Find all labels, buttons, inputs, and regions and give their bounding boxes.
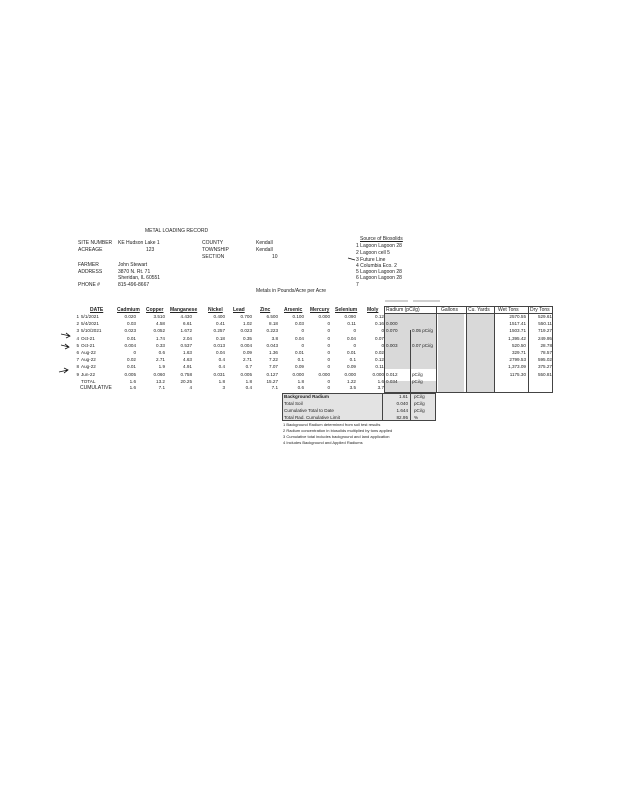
- row-value: 0: [327, 321, 330, 327]
- row-value: 3.8: [271, 335, 278, 341]
- section-value: 10: [272, 254, 278, 260]
- row-number: 6: [76, 350, 79, 355]
- col-header-wettons: Wet Tons: [498, 307, 519, 313]
- cumulative-value: 3.5: [349, 385, 356, 390]
- row-value: 0.35: [243, 335, 252, 341]
- row-value: 13.2: [156, 378, 165, 384]
- acreage-label: ACREAGE: [78, 247, 103, 253]
- row-value: 0.04: [347, 335, 356, 341]
- row-value: 0.1: [349, 357, 356, 363]
- row-value: 8.18: [269, 321, 278, 327]
- source-item: 2 Lagoon cell 5: [356, 250, 390, 256]
- row-value: 1.6: [129, 378, 136, 384]
- row-wet-tons: 1,373.09: [508, 364, 526, 370]
- row-date: 5/10/2021: [81, 328, 102, 334]
- row-value: 4.63: [183, 357, 192, 363]
- row-wet-tons: 1175.30: [509, 371, 526, 377]
- handwritten-arrow-mark: [61, 333, 70, 338]
- row-radium: 0.034: [386, 378, 398, 384]
- summary-units: pCi/g: [414, 401, 425, 406]
- row-value: 1.22: [347, 378, 356, 384]
- row-value: 0: [353, 328, 356, 334]
- col-header-mercury: Mercury: [310, 307, 330, 313]
- row-value: 0.09: [347, 364, 356, 370]
- grid-line: [410, 330, 411, 393]
- row-value: 0.33: [156, 342, 165, 348]
- col-header-lead: Lead: [233, 307, 245, 313]
- row-wet-tons: 1503.71: [509, 328, 526, 334]
- row-value: 1.8: [218, 378, 225, 384]
- row-value: 0.023: [124, 328, 136, 334]
- handwritten-arrow-mark: [59, 368, 68, 373]
- address-line-2: Sheridan, IL 60551: [118, 275, 161, 281]
- row-value: 0.6: [158, 350, 165, 355]
- summary-value: 0.040: [396, 401, 408, 406]
- row-value: 0: [327, 378, 330, 384]
- row-value: 7.07: [269, 364, 278, 370]
- row-value: 6.500: [266, 314, 278, 319]
- row-date: Aug-22: [81, 364, 96, 370]
- row-value: 0.16: [375, 321, 384, 327]
- col-header-copper: Copper: [146, 307, 164, 313]
- row-value: 0.005: [124, 371, 136, 377]
- summary-label: Background Radium: [284, 394, 329, 399]
- row-value: 0: [327, 328, 330, 334]
- row-value: 0.000: [318, 314, 330, 319]
- row-number: 1: [76, 314, 79, 319]
- row-value: 0: [327, 335, 330, 341]
- cumulative-value: 0: [327, 385, 330, 390]
- row-value: 0.01: [127, 364, 136, 370]
- row-date: 5/4/2021: [81, 321, 99, 327]
- row-value: 0.000: [344, 371, 356, 377]
- address-line-1: 3870 N. Rt. 71: [118, 269, 151, 275]
- row-value: 0.000: [318, 371, 330, 377]
- row-value: 0.023: [240, 328, 252, 334]
- row-wet-tons: 329.71: [511, 350, 526, 355]
- col-header-date: DATE: [90, 307, 104, 313]
- col-header-drytons: Dry Tons: [530, 307, 550, 313]
- row-value: 0: [327, 364, 330, 370]
- row-value: 0.400: [213, 314, 225, 319]
- grid-line: [436, 306, 437, 393]
- source-heading: Source of Biosolids: [360, 236, 403, 242]
- summary-units: %: [414, 415, 419, 420]
- phone-label: PHONE #: [78, 282, 100, 288]
- row-value: 0.01: [295, 350, 304, 355]
- row-wet-tons: 1,395.42: [508, 335, 526, 341]
- cumulative-value: 3.7: [377, 385, 384, 390]
- row-value: 2.71: [243, 357, 252, 363]
- row-wet-tons: 520.50: [511, 342, 526, 348]
- row-value: 0: [353, 342, 356, 348]
- row-date: Aug-22: [81, 350, 96, 355]
- row-date: Jun-22: [81, 371, 96, 377]
- row-value: 1.672: [180, 328, 192, 334]
- row-value: 0.04: [295, 335, 304, 341]
- handwritten-arrow-mark: [348, 258, 355, 260]
- row-value: 0.4: [218, 364, 225, 370]
- row-value: 6.61: [183, 321, 192, 327]
- row-value: 0.12: [375, 314, 384, 319]
- row-radium-units: 0.07 pCi/g: [412, 342, 433, 348]
- row-value: 0.09: [295, 364, 304, 370]
- grid-line: [466, 306, 467, 393]
- col-header-arsenic: Arsenic: [284, 307, 303, 313]
- site-number-label: SITE NUMBER: [78, 240, 113, 246]
- phone-value: 815-496-8667: [118, 282, 150, 288]
- row-value: 0: [381, 342, 384, 348]
- footnote: 2 Radium concentration in biosolids multiplied by tons applied: [283, 428, 393, 433]
- row-value: 0.537: [180, 342, 192, 348]
- farmer-label: FARMER: [78, 262, 99, 268]
- col-header-nickel: Nickel: [208, 307, 223, 313]
- row-value: 0.257: [213, 328, 225, 334]
- row-value: 2.04: [183, 335, 192, 341]
- row-value: 0.052: [153, 328, 165, 334]
- row-number: 9: [76, 371, 79, 377]
- row-value: 0: [301, 342, 304, 348]
- row-dry-tons: 719.27: [537, 328, 552, 334]
- section-label: SECTION: [202, 254, 225, 260]
- row-date: TOTAL: [81, 378, 96, 384]
- col-header-selenium: Selenium: [335, 307, 358, 313]
- row-value: 0.11: [347, 321, 356, 327]
- row-date: Oct-21: [81, 335, 95, 341]
- row-value: 0.127: [266, 371, 278, 377]
- row-value: 0.700: [240, 314, 252, 319]
- row-value: 0.7: [245, 364, 252, 370]
- row-value: 0.03: [295, 321, 304, 327]
- row-value: 0.02: [127, 357, 136, 363]
- row-value: 0.031: [213, 371, 225, 377]
- source-item: 5 Lagoon Lagoon 28: [356, 269, 402, 275]
- row-number: 4: [76, 335, 79, 341]
- cumulative-value: 0.4: [245, 385, 252, 390]
- row-radium-units: pCi/g: [412, 378, 423, 384]
- row-value: 1.74: [156, 335, 165, 341]
- col-header-cuyards: Cu. Yards: [468, 307, 490, 313]
- col-header-zinc: Zinc: [260, 307, 271, 313]
- row-dry-tons: 78.57: [540, 350, 552, 355]
- source-item: 7: [356, 282, 359, 288]
- grid-line: [494, 306, 495, 393]
- source-item: 3 Future Line: [356, 257, 386, 263]
- row-value: 0: [381, 328, 384, 334]
- township-value: Kendall: [256, 247, 273, 253]
- row-value: 0.020: [124, 314, 136, 319]
- row-wet-tons: 2570.55: [509, 314, 526, 319]
- row-value: 0.758: [180, 371, 192, 377]
- summary-value: 1.644: [396, 408, 408, 413]
- row-wet-tons: 1517.41: [509, 321, 526, 327]
- address-label: ADDRESS: [78, 269, 103, 275]
- row-value: 2.71: [156, 357, 165, 363]
- row-dry-tons: 249.95: [537, 335, 552, 341]
- row-value: 1.36: [269, 350, 278, 355]
- row-value: 1.9: [158, 364, 165, 370]
- row-value: 1.63: [183, 350, 192, 355]
- row-radium: 0.003: [386, 342, 398, 348]
- row-value: 0.090: [344, 314, 356, 319]
- row-value: 0: [301, 328, 304, 334]
- source-item: 4 Columbia Eco. 2: [356, 263, 397, 269]
- row-value: 0.000: [372, 371, 384, 377]
- cumulative-value: 0.6: [297, 385, 304, 390]
- row-number: 3: [76, 328, 79, 334]
- summary-value: 82.95: [396, 415, 408, 420]
- cumulative-value: 1.6: [129, 385, 136, 390]
- row-value: 0: [327, 342, 330, 348]
- row-radium: 0.070: [386, 328, 398, 334]
- row-date: 5/1/2021: [81, 314, 99, 319]
- row-value: 3.510: [153, 314, 165, 319]
- row-date: Aug-22: [81, 357, 96, 363]
- row-value: 4.430: [180, 314, 192, 319]
- row-radium: 0.012: [386, 371, 398, 377]
- summary-value: 1.61: [399, 394, 408, 399]
- row-radium-units: pCi/g: [412, 371, 423, 377]
- row-radium: 0.000: [386, 321, 398, 327]
- county-value: Kendall: [256, 240, 273, 246]
- summary-label: Total Soil: [284, 401, 303, 406]
- farmer-value: John Stewart: [118, 262, 148, 268]
- col-header-cadmium: Cadmium: [117, 307, 140, 313]
- footnote: 1 Background Radium determined from soil test results: [283, 422, 381, 427]
- row-value: 4.91: [183, 364, 192, 370]
- summary-units: pCi/g: [414, 394, 425, 399]
- row-value: 0.060: [153, 371, 165, 377]
- row-dry-tons: 550.81: [537, 371, 552, 377]
- row-wet-tons: 2799.53: [509, 357, 526, 363]
- row-value: 0.1: [297, 357, 304, 363]
- handwritten-arrow-mark: [61, 344, 69, 349]
- row-value: 15.27: [266, 378, 278, 384]
- cumulative-value: 7.1: [271, 385, 278, 390]
- source-item: 6 Lagoon Lagoon 28: [356, 275, 402, 281]
- summary-label: Total Rad. Cumulative Limit: [284, 415, 340, 420]
- cumulative-label: CUMULATIVE: [80, 385, 112, 391]
- row-value: 7.22: [269, 357, 278, 363]
- row-dry-tons: 375.27: [537, 364, 552, 370]
- col-header-manganese: Manganese: [170, 307, 198, 313]
- row-value: 0.004: [240, 342, 252, 348]
- row-value: 0.18: [216, 335, 225, 341]
- acreage-value: 123: [146, 247, 155, 253]
- row-dry-tons: 529.61: [537, 314, 552, 319]
- row-value: 0.004: [124, 342, 136, 348]
- row-value: 1.6: [377, 378, 384, 384]
- row-value: 1.8: [245, 378, 252, 384]
- source-item: 1 Lagoon Lagoon 28: [356, 243, 402, 249]
- row-value: 1.8: [297, 378, 304, 384]
- summary-units: pCi/g: [414, 408, 425, 413]
- col-header-moly: Moly: [367, 307, 379, 313]
- row-value: 0.09: [243, 350, 252, 355]
- row-value: 0.01: [347, 350, 356, 355]
- row-date: Oct-21: [81, 342, 95, 348]
- row-value: 0.100: [292, 314, 304, 319]
- row-value: 0: [133, 350, 136, 355]
- row-dry-tons: 550.11: [538, 321, 552, 327]
- col-header-gallons: Gallons: [441, 307, 458, 313]
- row-value: 0.02: [375, 350, 384, 355]
- row-number: 2: [76, 321, 79, 327]
- row-dry-tons: 595.02: [537, 357, 552, 363]
- footnote: 3 Cumulative total includes background and land application: [283, 434, 390, 439]
- row-value: 20.25: [180, 378, 192, 384]
- row-value: 0.013: [213, 342, 225, 348]
- row-radium-units: 0.05 pCi/g: [412, 328, 433, 334]
- township-label: TOWNSHIP: [202, 247, 229, 253]
- row-value: 0.4: [218, 357, 225, 363]
- row-value: 4.58: [156, 321, 165, 327]
- metals-units-note: Metals in Pounds/Acre per Acre: [256, 288, 327, 294]
- row-value: 0.043: [266, 342, 278, 348]
- row-value: 0: [327, 357, 330, 363]
- cumulative-value: 4: [189, 385, 192, 390]
- county-label: COUNTY: [202, 240, 224, 246]
- site-number-value: KE Hudson Lake 1: [118, 240, 160, 246]
- cumulative-value: 7.1: [158, 385, 165, 390]
- row-value: 0.07: [375, 335, 384, 341]
- grid-line: [410, 393, 411, 421]
- row-value: 0.12: [375, 357, 384, 363]
- col-header-radium: Radium (pCi/g): [386, 307, 420, 313]
- row-value: 0: [327, 350, 330, 355]
- row-number: 5: [76, 342, 79, 348]
- row-number: 7: [76, 357, 79, 363]
- row-value: 1.02: [243, 321, 252, 327]
- summary-label: Cumulative Total to Date: [284, 408, 334, 413]
- row-value: 0.03: [127, 321, 136, 327]
- row-dry-tons: 28.78: [540, 342, 552, 348]
- row-value: 0.01: [127, 335, 136, 341]
- row-value: 0.41: [216, 321, 225, 327]
- row-value: 0.000: [292, 371, 304, 377]
- grid-line: [382, 393, 383, 421]
- document-title: METAL LOADING RECORD: [145, 228, 209, 234]
- row-value: 0.005: [240, 371, 252, 377]
- footnote: 4 Includes Background and Applied Radiums: [283, 440, 363, 445]
- row-value: 0.223: [266, 328, 278, 334]
- cumulative-value: 3: [222, 385, 225, 390]
- row-number: 8: [76, 364, 79, 370]
- row-value: 0.11: [375, 364, 384, 370]
- row-value: 0.04: [216, 350, 225, 355]
